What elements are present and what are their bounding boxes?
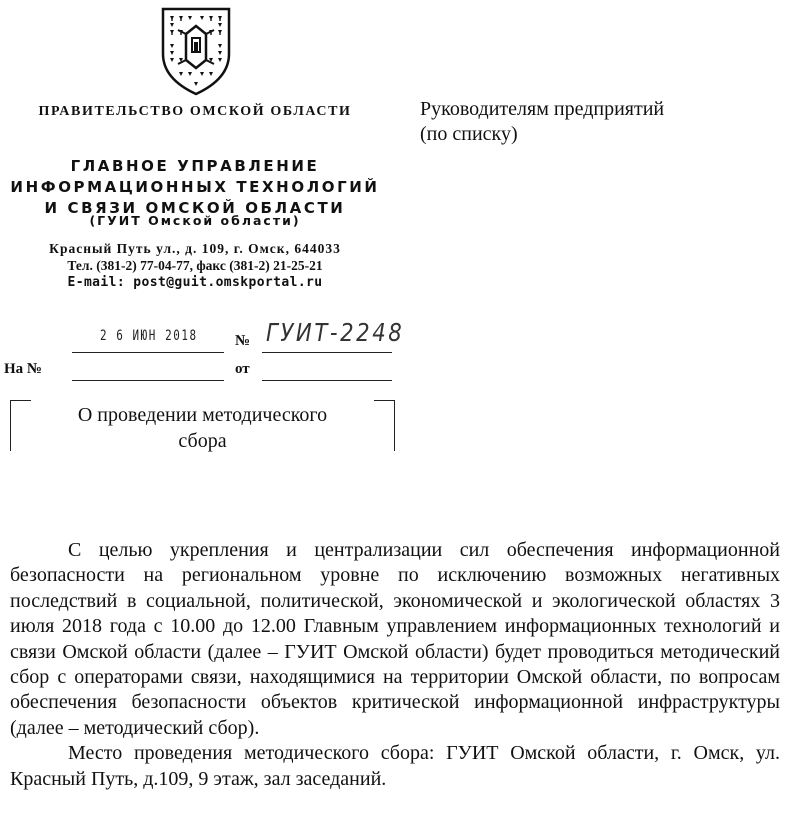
body-paragraph: С целью укрепления и централизации сил обеспечения информационной безопасности на региональном уровне по исключению возможных негативных последствий в социальной, политической, экономической и экологической областях 3 июля 2018 года с 10.00 до 12.00 Главным управлением информационных технологий и связи Омской области (далее – ГУИТ Омской области) будет проводиться методический сбор с операторами связи, находящимися на территории Омской области, по вопросам обеспечения безопасности объектов критической информационной инфраструктуры (далее – методический сбор). xyxy=(10,539,780,739)
government-name: ПРАВИТЕЛЬСТВО ОМСКОЙ ОБЛАСТИ xyxy=(38,104,352,119)
subject-text xyxy=(10,402,395,454)
subject-line: О проведении методического xyxy=(77,404,328,426)
contact-block xyxy=(10,240,380,291)
reply-number-underline xyxy=(72,380,224,381)
recipient-block xyxy=(420,97,664,147)
department-line: ГЛАВНОЕ УПРАВЛЕНИЕ xyxy=(70,157,320,175)
reply-date-label: от xyxy=(235,361,250,377)
number-underline xyxy=(262,352,392,353)
omsk-coat-of-arms-icon xyxy=(159,6,233,96)
letter-body xyxy=(10,538,780,792)
number-label: № xyxy=(235,333,251,349)
subject-block xyxy=(10,398,395,458)
department-abbreviation: (ГУИТ Омской области) xyxy=(89,213,301,228)
body-paragraph: Место проведения методического сбора: ГУИТ Омской области, г. Омск, ул. Красный Путь, д.109, 9 этаж, зал заседаний. xyxy=(10,742,780,790)
recipient-line: Руководителям предприятий xyxy=(420,98,665,120)
postal-address: Красный Путь ул., д. 109, г. Омск, 644033 xyxy=(49,241,341,256)
email-address: E-mail: post@guit.omskportal.ru xyxy=(67,275,323,290)
handwritten-registration-number: ГУИТ-2248 xyxy=(266,318,405,347)
phone-fax: Тел. (381-2) 77-04-77, факс (381-2) 21-25-21 xyxy=(67,258,323,273)
reply-number-label: На № xyxy=(4,361,42,377)
date-stamp: 2 6 ИЮН 2018 xyxy=(100,328,198,344)
date-underline xyxy=(72,352,224,353)
department-line: ИНФОРМАЦИОННЫХ ТЕХНОЛОГИЙ xyxy=(10,178,380,196)
subject-line: сбора xyxy=(178,430,227,452)
department-name xyxy=(10,156,380,219)
department-line: И СВЯЗИ ОМСКОЙ ОБЛАСТИ xyxy=(44,199,346,217)
reply-date-underline xyxy=(262,380,392,381)
recipient-note: (по списку) xyxy=(420,123,518,145)
